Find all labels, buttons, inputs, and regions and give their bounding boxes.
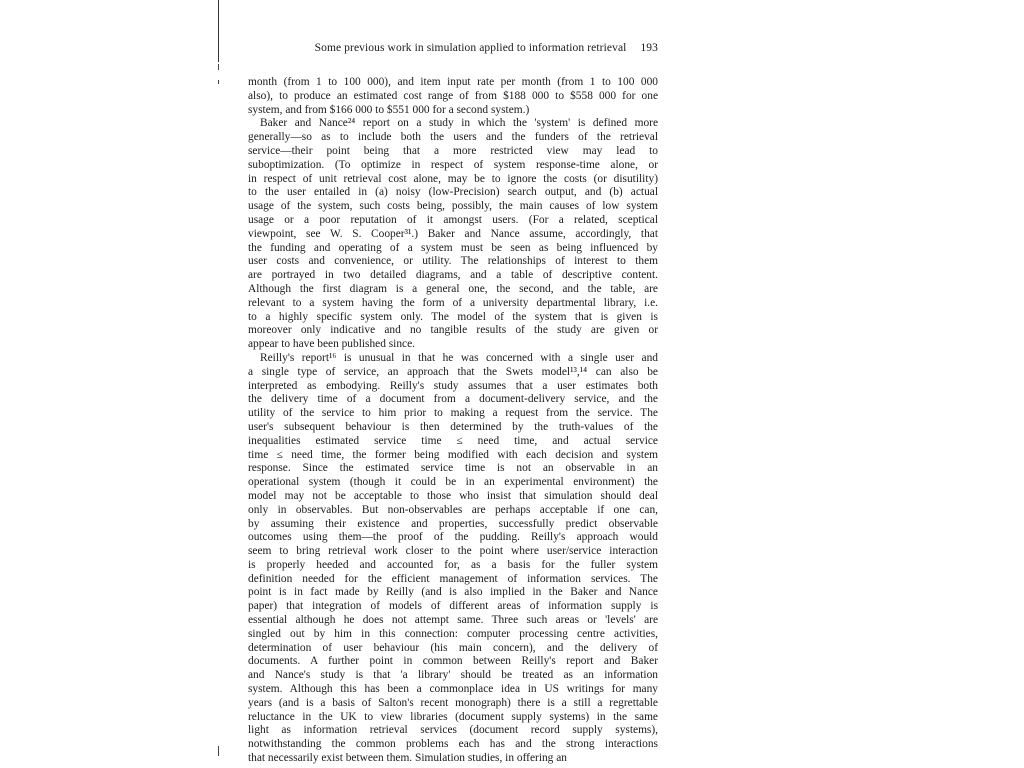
running-title: Some previous work in simulation applied to information retrieval: [314, 42, 627, 54]
text-line: user costs and convenience, or utility. The relationships of interest to them: [248, 255, 658, 268]
text-line: inequalities estimated service time ≤ need time, and actual service: [248, 434, 658, 447]
text-line: month (from 1 to 100 000), and item input rate per month (from 1 to 100 000: [248, 76, 658, 88]
text-line: in respect of unit retrieval cost alone, may be to ignore the costs (or disutility): [248, 172, 658, 185]
text-line: response. Since the estimated service time is not an observable in an: [248, 462, 658, 475]
text-line: moreover only indicative and no tangible results of the study are given or: [248, 324, 658, 337]
text-line: to a highly specific system only. The model of the system that is given is: [248, 310, 658, 323]
text-line: utility of the service to him prior to making a request from the service. The: [248, 407, 658, 420]
text-line: point is in fact made by Reilly (and is also implied in the Baker and Nance: [248, 586, 658, 599]
text-line: system. Although this has been a commonplace idea in US writings for many: [248, 683, 658, 696]
text-line: Baker and Nance²⁴ report on a study in which the 'system' is defined more: [260, 117, 658, 130]
text-line: system, and from $166 000 to $551 000 for a second system.): [248, 103, 530, 116]
paragraph: [248, 352, 658, 766]
text-line: and Nance's study is that 'a library' should be treated as an information: [248, 669, 658, 682]
text-line: usage or a poor reputation of it amongst users. (For a related, sceptical: [248, 213, 658, 226]
text-line: viewpoint, see W. S. Cooper³¹.) Baker and Nance assume, accordingly, that: [248, 227, 658, 240]
scan-margin-line: [218, 0, 219, 62]
paragraph: [248, 117, 658, 352]
text-line: Reilly's report¹⁶ is unusual in that he was concerned with a single user and: [260, 351, 658, 364]
text-line: relevant to a system having the form of a university departmental library, i.e.: [248, 296, 658, 309]
text-line: outcomes using them—the proof of the pudding. Reilly's approach would: [248, 531, 658, 544]
text-line: singled out by him in this connection: computer processing centre activities,: [248, 627, 658, 640]
text-line: are portrayed in two detailed diagrams, and a table of descriptive content.: [248, 269, 658, 282]
text-line: documents. A further point in common between Reilly's report and Baker: [248, 655, 658, 668]
text-line: that necessarily exist between them. Simulation studies, in offering an: [248, 752, 567, 765]
text-line: the funding and operating of a system must be seen as being influenced by: [248, 241, 658, 254]
text-line: a single type of service, an approach that the Swets model¹³,¹⁴ can also be: [248, 365, 658, 378]
text-line: generally—so as to include both the users and the funders of the retrieval: [248, 131, 658, 144]
text-line: model may not be acceptable to those who insist that simulation should deal: [248, 489, 658, 502]
body-text: [248, 76, 658, 766]
text-line: appear to have been published since.: [248, 338, 415, 351]
text-line: time ≤ need time, the former being modified with each decision and system: [248, 448, 658, 461]
text-line: Although the first diagram is a general one, the second, and the table, are: [248, 282, 658, 295]
paragraph: [248, 76, 658, 117]
text-line: determination of user behaviour (his main concern), and the delivery of: [248, 641, 658, 654]
text-line: only in observables. But non-observables are perhaps acceptable if one can,: [248, 503, 658, 516]
text-line: years (and is a basis of Salton's recent monograph) there is a still a regrettable: [248, 696, 658, 709]
text-line: by assuming their existence and properties, successfully predict observable: [248, 517, 658, 530]
text-line: notwithstanding the common problems each has and the strong interactions: [248, 738, 658, 751]
text-line: essential although he does not attempt same. Three such areas or 'levels' are: [248, 614, 658, 627]
running-head: [248, 40, 668, 56]
text-line: usage of the system, such costs being, possibly, the main causes of low system: [248, 200, 658, 213]
book-page: [248, 40, 668, 766]
page-number: 193: [640, 42, 658, 54]
text-line: the delivery time of a document from a document-delivery service, and the: [248, 393, 658, 406]
text-line: to the user entailed in (a) noisy (low-Precision) search output, and (b) actual: [248, 186, 658, 199]
text-line: user's subsequent behaviour is then determined by the truth-values of the: [248, 420, 658, 433]
text-line: seem to bring retrieval work closer to the point where user/service interaction: [248, 545, 658, 558]
text-line: reluctance in the UK to view libraries (document supply systems) in the same: [248, 710, 658, 723]
text-line: interpreted as embodying. Reilly's study assumes that a user estimates both: [248, 379, 658, 392]
text-line: operational system (though it could be in an experimental environment) the: [248, 476, 658, 489]
text-line: paper) that integration of models of different areas of information supply is: [248, 600, 658, 613]
text-line: service—their point being that a more restricted view may lead to: [248, 144, 658, 157]
scan-margin-tick: [218, 80, 219, 84]
text-line: definition needed for the efficient management of information services. The: [248, 572, 658, 585]
text-line: light as information retrieval services (document record supply systems),: [248, 724, 658, 737]
text-line: is properly heeded and accounted for, as a basis for the fuller system: [248, 558, 658, 571]
text-line: also), to produce an estimated cost range of from $188 000 to $558 000 for one: [248, 89, 658, 102]
scan-margin-tick: [218, 64, 219, 70]
scan-margin-tick: [218, 746, 219, 756]
text-line: suboptimization. (To optimize in respect of system response-time alone, or: [248, 158, 658, 171]
